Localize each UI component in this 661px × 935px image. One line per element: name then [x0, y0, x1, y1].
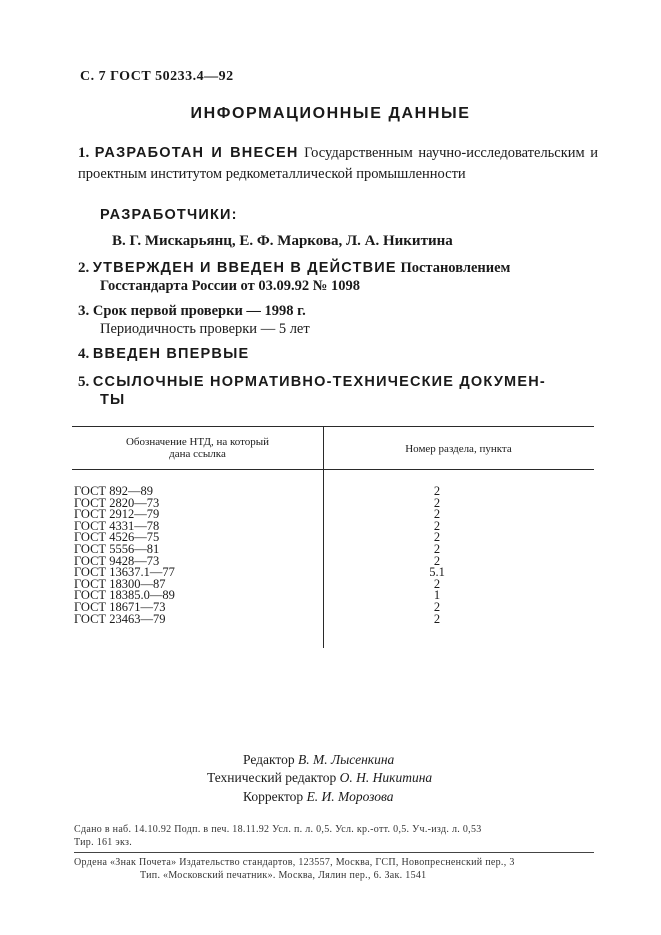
section-1-number: 1.: [78, 145, 90, 161]
imprint-line-1: Сдано в наб. 14.10.92 Подп. в печ. 18.11.92 Усл. п. л. 0,5. Усл. кр.-отт. 0,5. Уч.-изд. л. 0,53: [74, 824, 482, 835]
table-cell-code: ГОСТ 4331—78: [74, 518, 160, 533]
table-header-col1-line2: дана ссылка: [169, 448, 226, 460]
section-5-number: 5.: [78, 374, 90, 390]
table-cell-code: ГОСТ 18385.0—89: [74, 588, 175, 603]
section-3-number: 3.: [78, 303, 90, 319]
section-4-number: 4.: [78, 346, 90, 362]
table-cell-section: 2: [433, 530, 441, 545]
section-1: [78, 143, 598, 185]
table-cell-section: 2: [433, 495, 441, 510]
table-cell-code: ГОСТ 892—89: [74, 484, 153, 498]
table-cell-code: ГОСТ 2912—79: [74, 507, 160, 522]
editor-label: Редактор: [243, 752, 295, 767]
table-cell-section: 2: [433, 484, 441, 498]
developers-names: В. Г. Мискарьянц, Е. Ф. Маркова, Л. А. Никитина: [112, 233, 453, 249]
table-cell-code: ГОСТ 13637.1—77: [74, 565, 175, 580]
page-header: С. 7 ГОСТ 50233.4—92: [80, 69, 234, 84]
section-5: [78, 374, 546, 391]
table-cell-section: 2: [433, 518, 441, 533]
section-2-number: 2.: [78, 260, 90, 276]
table-header-col1-line1: Обозначение НТД, на который: [125, 436, 270, 448]
table-cell-section: 2: [433, 507, 441, 522]
section-5-line2: ТЫ: [100, 392, 126, 408]
proofreader-line: [243, 789, 394, 805]
section-2: [78, 260, 510, 277]
table-cell-section: 2: [433, 542, 441, 556]
table-cell-section: 2: [433, 576, 441, 591]
section-2-text-line1: Постановлением: [400, 260, 511, 276]
table-header-col2: Номер раздела, пункта: [405, 443, 512, 455]
table-cell-section: 2: [433, 611, 441, 626]
table-row: [72, 613, 594, 626]
imprint-line-2: Тир. 161 экз.: [74, 837, 133, 848]
table-cell-section: 5.1: [429, 565, 445, 580]
table-cell-code: ГОСТ 4526—75: [74, 530, 160, 545]
proofreader-name: Е. И. Морозова: [306, 789, 394, 804]
table-cell-code: ГОСТ 23463—79: [74, 611, 166, 626]
table-cell-section: 2: [433, 600, 441, 614]
imprint-divider: [74, 852, 594, 853]
section-4-text: ВВЕДЕН ВПЕРВЫЕ: [92, 346, 250, 362]
table-header-rule: [72, 469, 594, 470]
section-5-line1: ССЫЛОЧНЫЕ НОРМАТИВНО-ТЕХНИЧЕСКИЕ ДОКУМЕН-: [92, 374, 546, 390]
table-header-col1: [72, 436, 323, 460]
section-2-text-line2: Госстандарта России от 03.09.92 № 1098: [100, 278, 360, 294]
table-cell-section: 2: [433, 553, 441, 568]
section-1-lead: РАЗРАБОТАН И ВНЕСЕН: [94, 145, 299, 161]
developers-label: РАЗРАБОТЧИКИ:: [100, 207, 238, 223]
section-3-line1: Срок первой проверки — 1998 г.: [92, 303, 306, 319]
table-cell-code: ГОСТ 18300—87: [74, 576, 166, 591]
page-title: ИНФОРМАЦИОННЫЕ ДАННЫЕ: [190, 105, 471, 122]
section-4: [78, 346, 249, 363]
table-cell-section: 1: [433, 588, 441, 603]
section-1-text: Государственным научно-исследовательским и проектным институтом редкометаллической промышленности: [78, 145, 598, 182]
editor-line: [243, 752, 394, 768]
section-3-line2: Периодичность проверки — 5 лет: [100, 321, 310, 337]
section-2-lead: УТВЕРЖДЕН И ВВЕДЕН В ДЕЙСТВИЕ: [92, 260, 397, 276]
editor-name: В. М. Лысенкина: [297, 752, 395, 767]
imprint-line-3: Ордена «Знак Почета» Издательство стандартов, 123557, Москва, ГСП, Новопресненский пер., 3: [74, 857, 515, 868]
imprint-line-4: Тип. «Московский печатник». Москва, Лялин пер., 6. Зак. 1541: [140, 870, 427, 881]
table-cell-code: ГОСТ 9428—73: [74, 553, 160, 568]
proofreader-label: Корректор: [243, 789, 304, 804]
table-cell-code: ГОСТ 18671—73: [74, 600, 166, 614]
tech-editor-label: Технический редактор: [207, 770, 337, 785]
tech-editor-line: [207, 770, 432, 786]
section-3: [78, 303, 306, 320]
table-cell-code: ГОСТ 5556—81: [74, 542, 160, 556]
table-top-rule: [72, 426, 594, 427]
table-cell-code: ГОСТ 2820—73: [74, 495, 160, 510]
tech-editor-name: О. Н. Никитина: [339, 770, 433, 785]
